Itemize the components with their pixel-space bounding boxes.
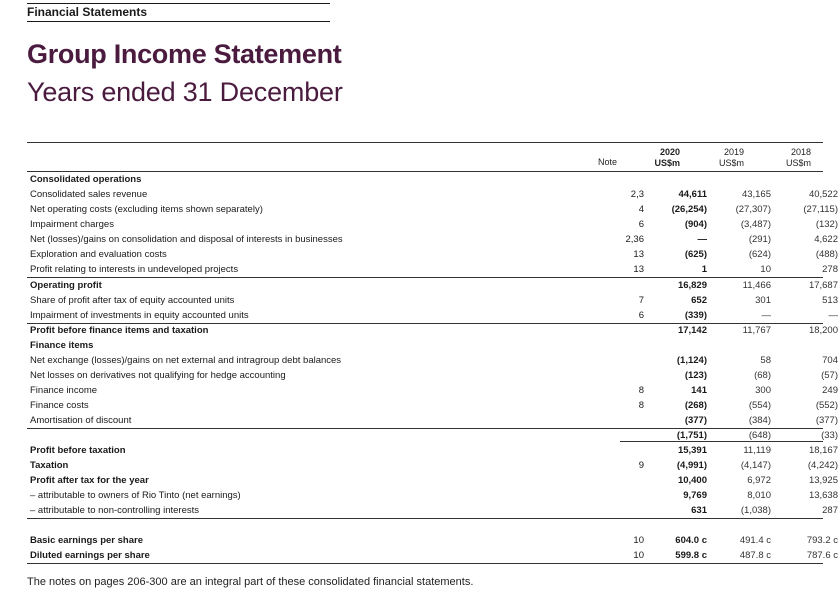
row-note: 10 xyxy=(633,535,644,546)
row-label: Basic earnings per share xyxy=(30,535,143,546)
column-header-2020 xyxy=(620,147,680,169)
row-label: – attributable to owners of Rio Tinto (net earnings) xyxy=(30,490,241,501)
table-top-rule xyxy=(27,142,823,143)
value-2019: 11,767 xyxy=(742,325,771,336)
value-2018: 287 xyxy=(822,505,838,516)
table-row xyxy=(27,308,838,324)
value-2020: (904) xyxy=(684,219,707,230)
table-row xyxy=(27,338,823,353)
value-2018: 13,638 xyxy=(808,490,838,501)
value-2019: 58 xyxy=(760,355,771,366)
value-2019: 11,119 xyxy=(743,445,771,456)
row-note: 2,36 xyxy=(625,234,644,245)
unit-2020: US$m xyxy=(654,158,680,168)
table-row xyxy=(27,443,838,458)
value-2019: (624) xyxy=(748,249,771,260)
row-label: Net (losses)/gains on consolidation and disposal of interests in businesses xyxy=(30,234,343,245)
table-row xyxy=(27,368,838,383)
value-2018: 704 xyxy=(822,355,838,366)
row-note: 13 xyxy=(633,264,644,275)
value-2020: (625) xyxy=(684,249,707,260)
value-2018: 13,925 xyxy=(808,475,838,486)
column-header-2018 xyxy=(752,147,811,169)
value-2020: (377) xyxy=(684,415,707,426)
table-row xyxy=(27,413,838,429)
value-2018: 40,522 xyxy=(808,189,838,200)
row-label: Finance costs xyxy=(30,400,89,411)
value-2020: 652 xyxy=(691,295,707,306)
row-label: Net operating costs (excluding items shown separately) xyxy=(30,204,263,215)
value-2019: (68) xyxy=(754,370,771,381)
value-2019: (4,147) xyxy=(740,460,771,471)
value-2020: 9,769 xyxy=(683,490,707,501)
row-label: Net losses on derivatives not qualifying for hedge accounting xyxy=(30,370,286,381)
value-2020: 17,142 xyxy=(677,325,707,336)
row-label: – attributable to non-controlling interests xyxy=(30,505,199,516)
value-2019: (554) xyxy=(748,400,771,411)
row-note: 6 xyxy=(638,219,644,230)
value-2020: (123) xyxy=(684,370,707,381)
value-2020: 599.8 c xyxy=(675,550,707,561)
table-row xyxy=(27,247,838,262)
rule-eps-top xyxy=(27,518,823,519)
value-2020: (1,751) xyxy=(676,430,707,441)
row-label: Consolidated sales revenue xyxy=(30,189,148,200)
value-2020: 44,611 xyxy=(678,189,707,200)
value-2020: 10,400 xyxy=(677,475,707,486)
value-2020: 604.0 c xyxy=(675,535,707,546)
table-row xyxy=(27,232,838,247)
value-2018: 4,622 xyxy=(814,234,838,245)
year-2018: 2018 xyxy=(790,147,811,157)
value-2020: 16,829 xyxy=(677,280,707,291)
row-note: 2,3 xyxy=(630,189,644,200)
value-2018: (4,242) xyxy=(807,460,838,471)
value-2018: (57) xyxy=(821,370,838,381)
value-2018: (33) xyxy=(821,430,838,441)
row-note: 10 xyxy=(633,550,644,561)
value-2018: (377) xyxy=(815,415,838,426)
value-2018: 793.2 c xyxy=(806,535,838,546)
row-label: Profit relating to interests in undeveloped projects xyxy=(30,264,239,275)
unit-2019: US$m xyxy=(718,158,744,168)
value-2018: — xyxy=(828,310,838,321)
row-label: Impairment of investments in equity accounted units xyxy=(30,310,249,321)
value-2018: 513 xyxy=(822,295,838,306)
table-row xyxy=(27,172,823,187)
page-title: Group Income Statement xyxy=(27,39,342,69)
value-2020: (268) xyxy=(684,400,707,411)
table-row xyxy=(27,533,838,548)
year-2019: 2019 xyxy=(723,147,744,157)
row-note: 9 xyxy=(638,460,644,471)
table-row xyxy=(27,262,838,278)
value-2018: (132) xyxy=(815,219,838,230)
row-note: 13 xyxy=(633,249,644,260)
row-label: Finance income xyxy=(30,385,98,396)
rule-subtotal-a xyxy=(620,441,823,442)
value-2020: (1,124) xyxy=(676,355,707,366)
value-2018: (552) xyxy=(815,400,838,411)
row-label: Finance items xyxy=(30,340,94,351)
value-2018: 18,167 xyxy=(808,445,838,456)
table-row xyxy=(27,458,838,473)
unit-2018: US$m xyxy=(785,158,811,168)
value-2019: (384) xyxy=(748,415,771,426)
table-row xyxy=(27,187,838,202)
section-title: Financial Statements xyxy=(27,5,148,19)
row-label: Net exchange (losses)/gains on net external and intragroup debt balances xyxy=(30,355,342,366)
table-row xyxy=(27,323,838,338)
row-label: Profit after tax for the year xyxy=(30,475,149,486)
value-2019: — xyxy=(761,310,771,321)
value-2018: 18,200 xyxy=(808,325,838,336)
row-label: Share of profit after tax of equity accounted units xyxy=(30,295,235,306)
table-row xyxy=(27,473,838,488)
value-2019: (1,038) xyxy=(740,505,771,516)
value-2019: 301 xyxy=(755,295,771,306)
table-row xyxy=(27,548,838,563)
table-row xyxy=(27,488,838,503)
footnote: The notes on pages 206-300 are an integral part of these consolidated financial statements. xyxy=(27,576,474,588)
value-2018: 17,687 xyxy=(808,280,838,291)
section-rule xyxy=(27,21,330,22)
value-2019: (291) xyxy=(748,234,771,245)
value-2019: 491.4 c xyxy=(739,535,771,546)
value-2019: 11,466 xyxy=(742,280,771,291)
table-row xyxy=(27,278,838,293)
row-label: Operating profit xyxy=(30,280,102,291)
value-2019: (648) xyxy=(748,430,771,441)
rule-eps-bottom xyxy=(27,563,823,564)
row-note: 7 xyxy=(638,295,644,306)
value-2019: 8,010 xyxy=(747,490,771,501)
value-2018: 278 xyxy=(822,264,838,275)
value-2020: — xyxy=(697,234,707,245)
value-2019: 10 xyxy=(760,264,771,275)
top-rule xyxy=(27,3,330,4)
row-label: Consolidated operations xyxy=(30,174,142,185)
row-note: 4 xyxy=(638,204,644,215)
page-subtitle: Years ended 31 December xyxy=(27,77,343,107)
value-2020: (339) xyxy=(684,310,707,321)
table-row xyxy=(27,202,838,217)
row-label: Profit before finance items and taxation xyxy=(30,325,209,336)
row-note: 8 xyxy=(638,400,644,411)
value-2019: 487.8 c xyxy=(739,550,771,561)
value-2019: 300 xyxy=(755,385,771,396)
value-2020: 15,391 xyxy=(677,445,707,456)
value-2019: 43,165 xyxy=(741,189,771,200)
row-label: Exploration and evaluation costs xyxy=(30,249,167,260)
table-row xyxy=(27,217,838,232)
row-label: Impairment charges xyxy=(30,219,114,230)
row-note: 8 xyxy=(638,385,644,396)
value-2018: (488) xyxy=(815,249,838,260)
note-column-header: Note xyxy=(597,157,617,167)
row-label: Amortisation of discount xyxy=(30,415,132,426)
table-row xyxy=(27,398,838,413)
column-header-2019 xyxy=(686,147,744,169)
year-2020: 2020 xyxy=(659,147,680,157)
value-2020: (26,254) xyxy=(671,204,707,215)
value-2020: 141 xyxy=(691,385,707,396)
value-2018: 249 xyxy=(822,385,838,396)
table-row xyxy=(27,503,838,519)
value-2018: (27,115) xyxy=(803,204,838,215)
value-2020: 1 xyxy=(701,264,707,275)
value-2019: (3,487) xyxy=(740,219,771,230)
row-note: 6 xyxy=(638,310,644,321)
table-row xyxy=(27,383,838,398)
row-label: Taxation xyxy=(30,460,69,471)
table-row xyxy=(27,353,838,368)
value-2020: (4,991) xyxy=(676,460,707,471)
row-label: Diluted earnings per share xyxy=(30,550,150,561)
value-2018: 787.6 c xyxy=(806,550,838,561)
table-row xyxy=(27,293,838,308)
row-label: Profit before taxation xyxy=(30,445,126,456)
value-2020: 631 xyxy=(691,505,707,516)
value-2019: 6,972 xyxy=(747,475,771,486)
value-2019: (27,307) xyxy=(735,204,771,215)
